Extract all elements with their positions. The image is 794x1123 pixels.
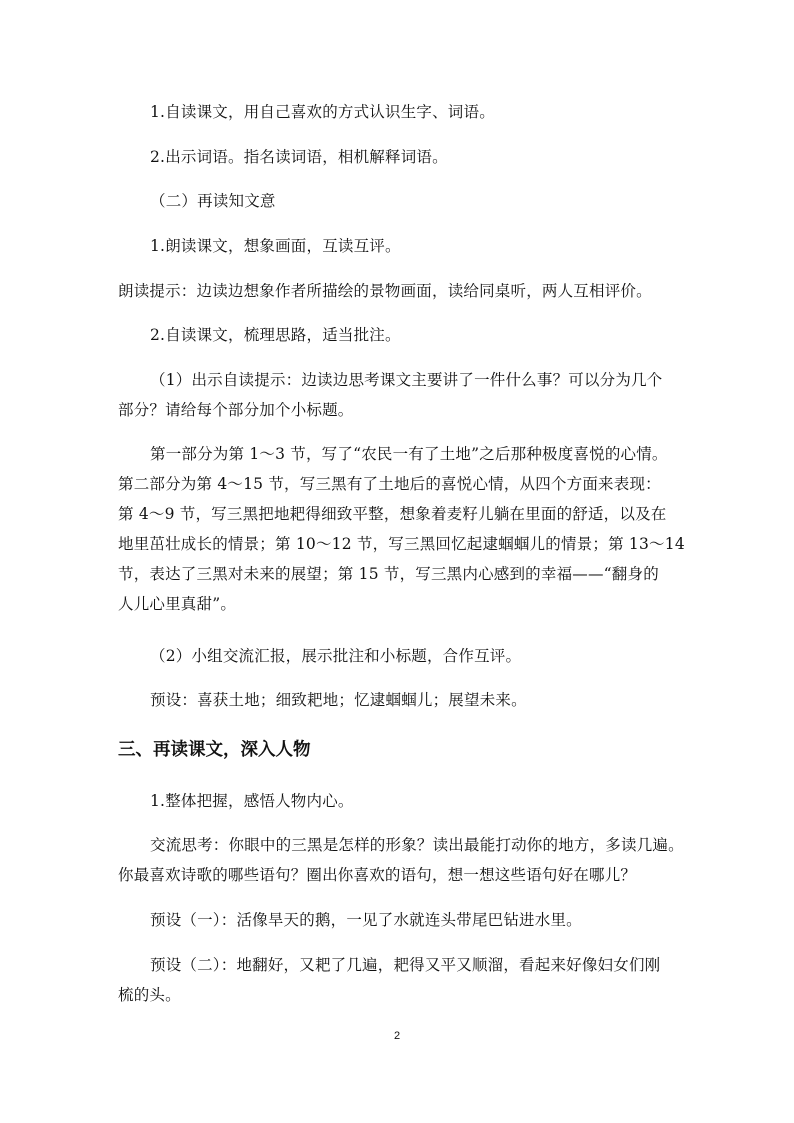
paragraph-read-text: 1.自读课文，用自己喜欢的方式认识生字、词语。 — [150, 103, 495, 121]
paragraph-discussion-line-2: 你最喜欢诗歌的哪些语句？圈出你喜欢的语句，想一想这些语句好在哪儿？ — [118, 866, 637, 884]
paragraph-structure-line-5: 节，表达了三黑对未来的展望；第 15 节，写三黑内心感到的幸福——“翻身的 — [118, 565, 659, 583]
paragraph-discussion-line-1: 交流思考：你眼中的三黑是怎样的形象？读出最能打动你的地方，多读几遍。 — [150, 836, 684, 854]
paragraph-structure-line-1: 第一部分为第 1～3 节，写了“农民一有了土地”之后那种极度喜悦的心情。 — [150, 445, 668, 463]
paragraph-overall-grasp: 1.整体把握，感悟人物内心。 — [150, 792, 354, 810]
paragraph-read-aloud: 1.朗读课文，想象画面，互读互评。 — [150, 237, 401, 255]
paragraph-preset-titles: 预设：喜获土地；细致耙地；忆逮蝈蝈儿；展望未来。 — [150, 691, 527, 709]
paragraph-show-words: 2.出示词语。指名读词语，相机解释词语。 — [150, 148, 448, 166]
section-heading-3: 三、再读课文，深入人物 — [118, 740, 311, 760]
page-number: 2 — [393, 1030, 401, 1042]
paragraph-group-report: （2）小组交流汇报，展示批注和小标题，合作互评。 — [150, 647, 522, 665]
paragraph-prompt-line-1: （1）出示自读提示：边读边思考课文主要讲了一件什么事？可以分为几个 — [150, 371, 663, 389]
paragraph-preset-1: 预设（一）：活像旱天的鹅，一见了水就连头带尾巴钻进水里。 — [150, 911, 582, 929]
paragraph-reading-tip: 朗读提示：边读边想象作者所描绘的景物画面，读给同桌听，两人互相评价。 — [118, 282, 652, 300]
paragraph-structure-line-6: 人儿心里真甜”。 — [118, 595, 237, 613]
paragraph-structure-line-2: 第二部分为第 4～15 节，写三黑有了土地后的喜悦心情，从四个方面来表现： — [118, 475, 661, 493]
paragraph-structure-line-4: 地里茁壮成长的情景；第 10～12 节，写三黑回忆起逮蝈蝈儿的情景；第 13～14 — [118, 535, 685, 553]
paragraph-structure-line-3: 第 4～9 节，写三黑把地耙得细致平整，想象着麦籽儿躺在里面的舒适，以及在 — [118, 505, 667, 523]
paragraph-preset-2-line-2: 梳的头。 — [118, 986, 181, 1004]
paragraph-prompt-line-2: 部分？请给每个部分加个小标题。 — [118, 401, 354, 419]
paragraph-self-read: 2.自读课文，梳理思路，适当批注。 — [150, 326, 401, 344]
paragraph-preset-2-line-1: 预设（二）：地翻好，又耙了几遍，耙得又平又顺溜，看起来好像妇女们刚 — [150, 956, 661, 974]
section-subheading-reread: （二）再读知文意 — [150, 192, 276, 210]
